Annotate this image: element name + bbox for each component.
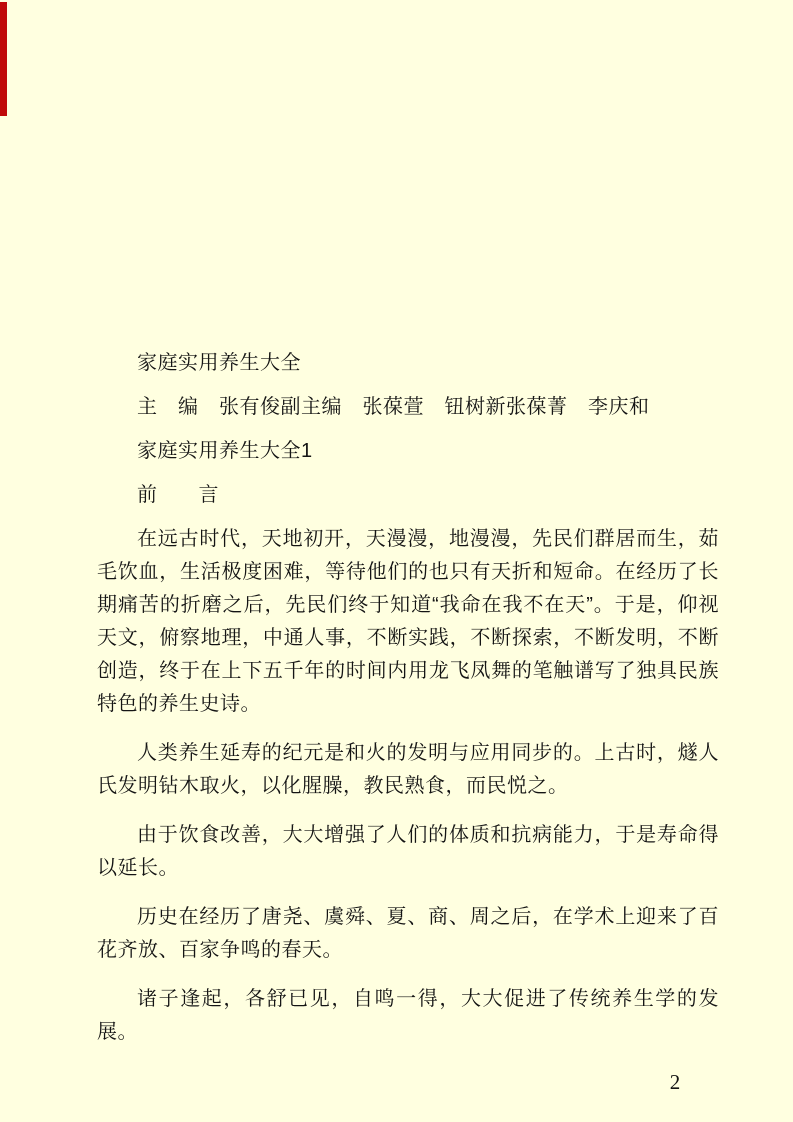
bookmark-ribbon — [0, 2, 7, 116]
paragraph-4: 历史在经历了唐尧、虞舜、夏、商、周之后，在学术上迎来了百花齐放、百家争鸣的春天。 — [97, 906, 719, 961]
volume-title: 家庭实用养生大全1 — [137, 440, 313, 462]
preface-heading: 前 言 — [137, 484, 219, 506]
page-number: 2 — [669, 1070, 681, 1094]
paragraph-1: 在远古时代，天地初开，天漫漫，地漫漫，先民们群居而生，茹毛饮血，生活极度困难，等待他们的也只有天折和短命。在经历了长期痛苦的折磨之后，先民们终于知道“我命在我不在天”。于是，仰视天文，俯察地理，中通人事，不断实践，不断探索，不断发明，不断创造，终于在上下五千年的时间内用龙飞凤舞的笔触谱写了独具民族特色的养生史诗。 — [97, 528, 719, 715]
paragraph-3: 由于饮食改善，大大增强了人们的体质和抗病能力，于是寿命得以延长。 — [97, 824, 719, 879]
editors-line: 主 编 张有俊副主编 张葆萱 钮树新张葆菁 李庆和 — [137, 396, 650, 418]
page-content — [97, 347, 719, 1065]
paragraph-5: 诸子逢起，各舒已见，自鸣一得，大大促进了传统养生学的发展。 — [97, 988, 719, 1043]
book-title: 家庭实用养生大全 — [137, 352, 301, 374]
paragraph-2: 人类养生延寿的纪元是和火的发明与应用同步的。上古时，燧人氏发明钻木取火，以化腥臊，教民熟食，而民悦之。 — [97, 742, 719, 797]
